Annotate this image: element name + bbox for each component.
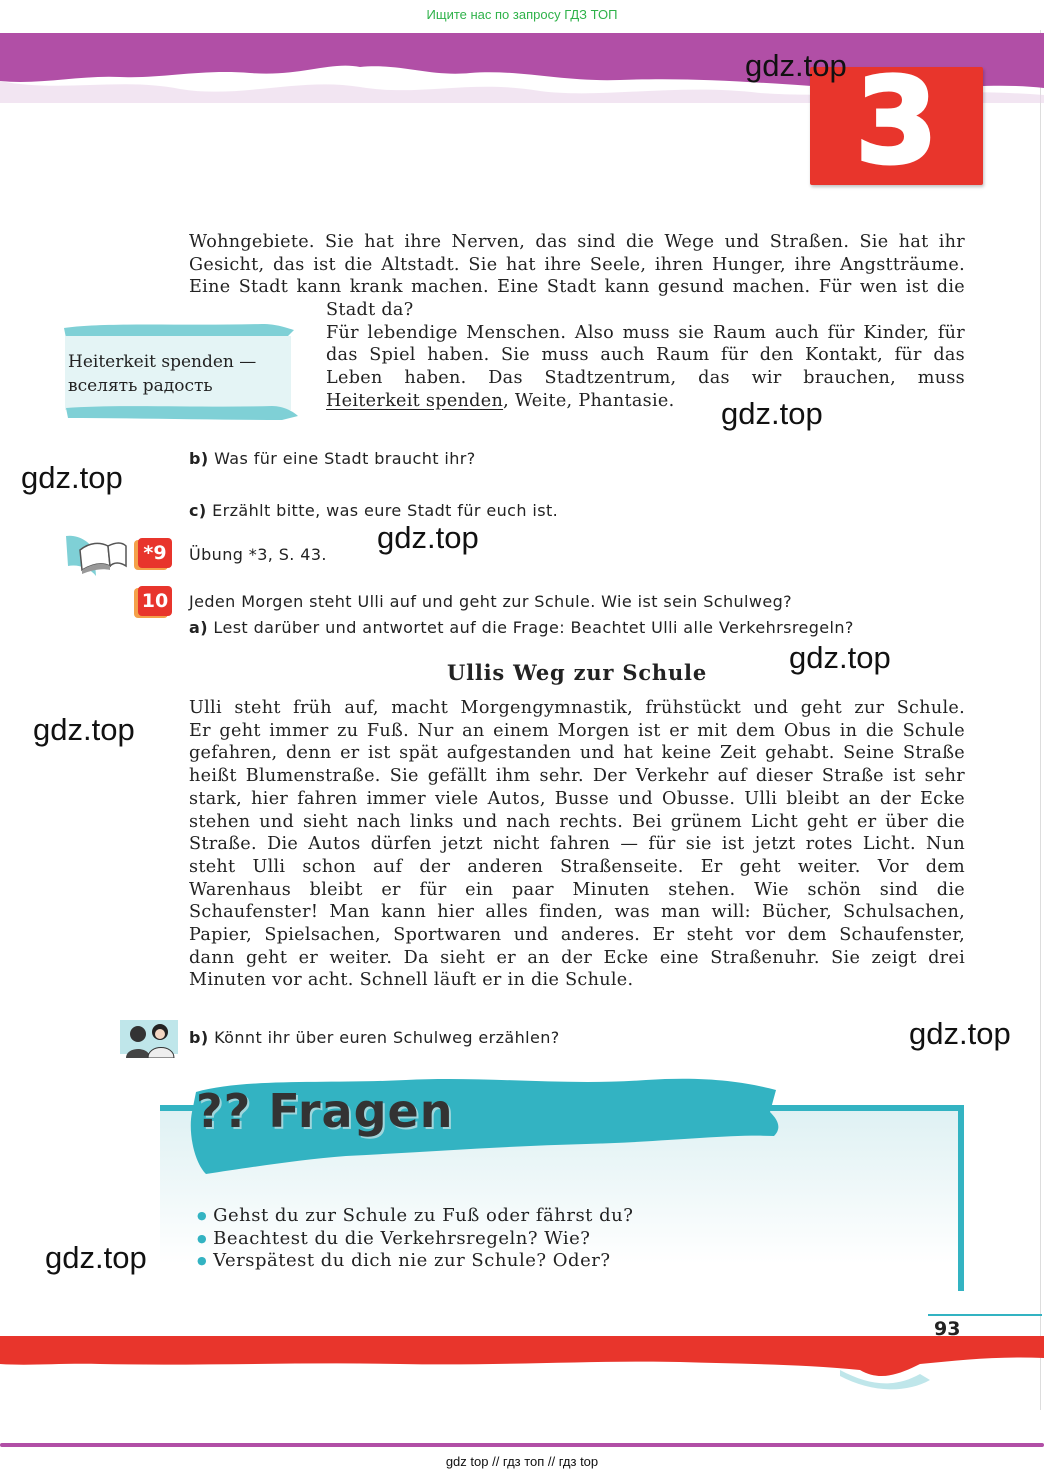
text-line: dann geht er weiter. Da sieht er an der Ecke eine Straßenuhr. Sie zeigt drei [189, 947, 965, 968]
watermark: gdz.top [21, 460, 123, 495]
footer-text: gdz top // гдз топ // гдз top [445, 1454, 599, 1469]
text-line: Ulli steht früh auf, macht Morgengymnastik, frühstückt und geht zur Schule. [189, 698, 965, 718]
watermark: gdz.top [745, 48, 847, 83]
text-line: Schaufenster! Man kann hier alles finden, was man will: Bücher, Schulsachen, [189, 902, 965, 923]
red-footer-band [0, 1330, 1044, 1400]
story-paragraph [189, 697, 965, 992]
exercise-10a [189, 618, 854, 637]
text-line: Gesicht, das ist die Altstadt. Sie hat ihre Seele, ihren Hunger, ihre Angstträume. [189, 254, 965, 275]
text-line: stehen und sieht nach links und nach rechts. Bei grünem Licht geht er über die [189, 811, 965, 832]
intro-paragraph-indented [326, 299, 965, 413]
task-b [189, 449, 476, 468]
intro-paragraph [189, 231, 965, 299]
text-line: Für lebendige Menschen. Also muss sie Raum auch für Kinder, für [326, 322, 965, 343]
text-line: Minuten vor acht. Schnell läuft er in die Schule. [189, 970, 634, 991]
fragen-item: ● Beachtest du die Verkehrsregeln? Wie? [197, 1228, 633, 1251]
task-label: c) [189, 501, 207, 520]
task-label: b) [189, 449, 209, 468]
fragen-title: ?? Fragen [196, 1084, 454, 1138]
exercise-10-text: Jeden Morgen steht Ulli auf und geht zur Schule. Wie ist sein Schulweg? [189, 592, 793, 611]
task-text: Lest darüber und antwortet auf die Frage: Beachtet Ulli alle Verkehrsregeln? [213, 618, 854, 637]
text-line [326, 390, 965, 413]
text-line: Eine Stadt kann krank machen. Eine Stadt kann gesund machen. Für wen ist die [189, 277, 965, 298]
watermark: gdz.top [721, 396, 823, 431]
fragen-item: ● Gehst du zur Schule zu Fuß oder fährst du? [197, 1205, 633, 1228]
pair-talk-icon [120, 1016, 180, 1058]
task-text: Erzählt bitte, was eure Stadt für euch ist. [212, 501, 559, 520]
watermark: gdz.top [33, 712, 135, 747]
page-number: 93 [928, 1314, 1042, 1338]
text-line: stark, hier fahren immer viele Autos, Busse und Obusse. Ulli bleibt an der Ecke [189, 788, 965, 809]
text-line: Warenhaus bleibt er für ein paar Minuten stehen. Wie schön sind die [189, 879, 965, 900]
text-line: heißt Blumenstraße. Sie gefällt ihm sehr. Der Verkehr auf dieser Straße ist sehr [189, 766, 965, 787]
text-line: Leben haben. Das Stadtzentrum, das wir brauchen, muss [326, 368, 965, 389]
fragen-item: ● Verspätest du dich nie zur Schule? Oder? [197, 1250, 633, 1273]
task-label: b) [189, 1028, 209, 1047]
top-banner: Ищите нас по запросу ГДЗ ТОП [426, 7, 618, 22]
chapter-number: 3 [855, 52, 938, 190]
task-text: Was für eine Stadt braucht ihr? [214, 449, 476, 468]
text-line: Stadt da? [326, 300, 414, 320]
vocab-german: Heiterkeit spenden — [68, 352, 257, 372]
text-line: Papier, Spielsachen, Sportwaren und anderes. Er steht vor dem Schaufenster, [189, 925, 965, 946]
task-label: a) [189, 618, 208, 637]
text-fragment: , Weite, Phantasie. [503, 390, 675, 411]
text-line: das Spiel haben. Sie muss auch Raum für den Kontakt, für das [326, 345, 965, 366]
watermark: gdz.top [789, 640, 891, 675]
vocab-note [68, 350, 256, 398]
exercise-badge-10: 10 [138, 586, 172, 616]
watermark: gdz.top [377, 520, 479, 555]
text-line: Er geht immer zu Fuß. Nur an einem Morgen ist er mit dem Obus in die Schule [189, 720, 965, 741]
exercise-10b [189, 1028, 560, 1047]
watermark: gdz.top [45, 1240, 147, 1275]
vocab-russian: вселять радость [68, 376, 213, 396]
watermark: gdz.top [909, 1016, 1011, 1051]
story-title: Ullis Weg zur Schule [446, 660, 707, 685]
text-line: Wohngebiete. Sie hat ihre Nerven, das sind die Wege und Straßen. Sie hat ihr [189, 232, 965, 252]
text-line: Straße. Die Autos dürfen jetzt nicht fahren — für sie ist jetzt rotes Licht. Nun [189, 834, 965, 855]
task-text: Könnt ihr über euren Schulweg erzählen? [214, 1028, 560, 1047]
book-icon [64, 532, 130, 580]
fragen-list [197, 1205, 633, 1273]
task-c [189, 501, 558, 520]
exercise-badge-9: *9 [138, 538, 172, 568]
vocab-term: Heiterkeit spenden [326, 390, 504, 411]
exercise-9-text: Übung *3, S. 43. [189, 545, 327, 564]
bottom-strip [0, 1443, 1044, 1447]
text-line: steht Ulli schon auf der anderen Straßenseite. Er geht weiter. Vor dem [189, 856, 965, 877]
text-line: gefahren, denn er ist spät aufgestanden und hat keine Zeit gehabt. Seine Straße [189, 743, 965, 764]
